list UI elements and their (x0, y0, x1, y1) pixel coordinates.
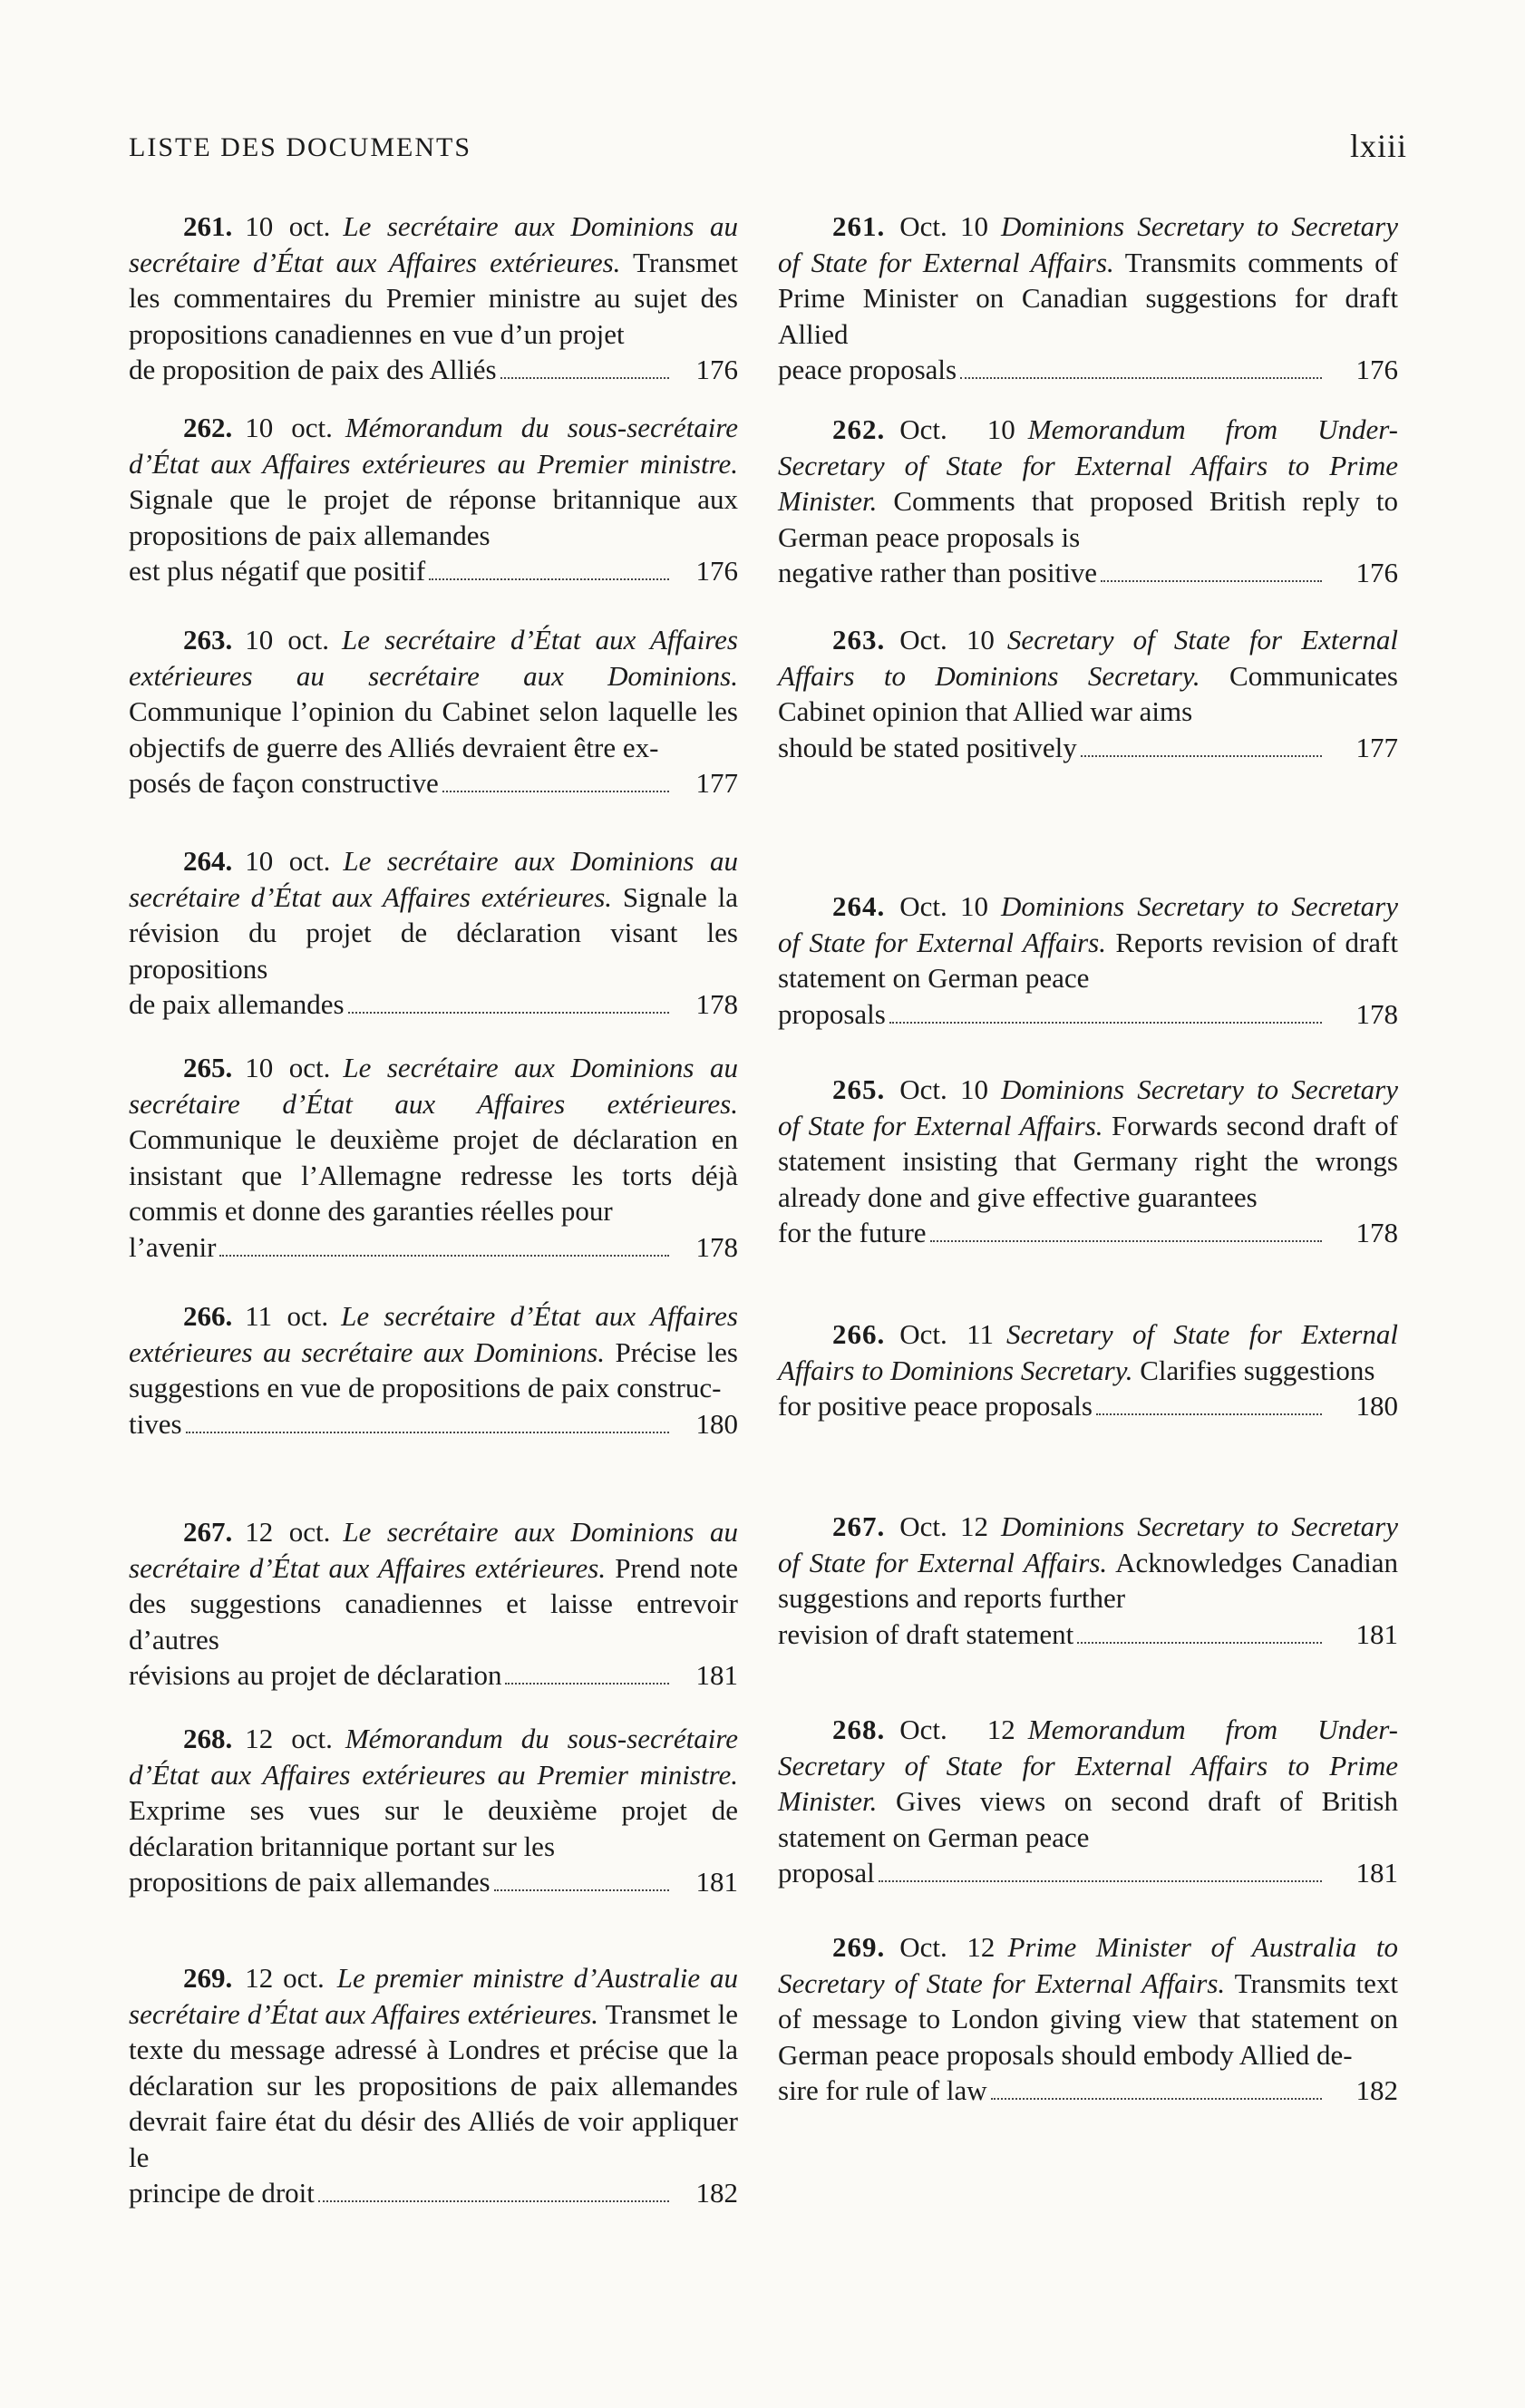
dot-leader (219, 1255, 669, 1257)
page-reference: 181 (1355, 1617, 1398, 1650)
page-reference: 178 (1355, 1217, 1398, 1248)
entry-text (778, 1316, 1398, 1388)
entry-text (778, 209, 1398, 352)
entry-last-line (129, 553, 738, 589)
dot-leader (500, 377, 669, 379)
entry-number: 266. (183, 1300, 233, 1332)
entry-text (778, 622, 1398, 730)
page-reference: 178 (695, 988, 738, 1020)
entry-text (129, 209, 738, 352)
entry-number: 266. (832, 1318, 886, 1350)
page-reference: 176 (1355, 354, 1398, 385)
entry-title: Secretary of State for External Affairs to Dominions Secretary. (778, 1318, 1399, 1386)
entry-last-line (778, 555, 1398, 591)
entry-date: 12 oct. (245, 1962, 325, 1994)
entry-last-line (778, 2073, 1398, 2109)
entry-text (778, 888, 1398, 996)
document-entry (129, 410, 738, 589)
document-entry (129, 1721, 738, 1900)
entry-summary-end: negative rather than positive (778, 557, 1098, 588)
entry-summary: Transmits comments of Prime Minister on Canadian suggestions for draft Allied (778, 246, 1398, 350)
dot-leader (186, 1432, 669, 1433)
entry-date: 10 oct. (245, 210, 331, 242)
entry-date: Oct. 10 (899, 1073, 988, 1105)
entry-title: Mémorandum du sous-secrétaire d’État aux Affaires extérieures au Premier ministre. (129, 1723, 738, 1791)
entry-number: 264. (832, 890, 886, 922)
dot-leader (930, 1240, 1322, 1242)
entry-text (778, 1929, 1398, 2073)
entry-summary-end: for positive peace proposals (778, 1390, 1093, 1422)
document-entry (778, 1712, 1398, 1891)
entry-last-line (129, 1406, 738, 1442)
page-reference: 176 (695, 354, 738, 385)
entry-date: Oct. 12 (899, 1714, 1015, 1745)
dot-leader (1096, 1413, 1322, 1415)
entry-title: Dominions Secretary to Secretary of State for External Affairs. (778, 1510, 1398, 1578)
entry-date: 10 oct. (245, 412, 333, 443)
dot-leader (442, 791, 669, 792)
entry-text (129, 843, 738, 986)
page-reference: 180 (1355, 1390, 1398, 1422)
entry-summary: Signale que le projet de réponse britannique aux propositions de paix allemandes (129, 483, 738, 551)
entry-summary-end: posés de façon constructive (129, 767, 439, 799)
document-entry (778, 412, 1398, 591)
entry-summary: Acknowledges Canadian suggestions and reports further (778, 1546, 1398, 1614)
entry-summary-end: de paix allemandes (129, 988, 345, 1020)
entry-last-line (129, 1657, 738, 1694)
dot-leader (889, 1022, 1322, 1024)
entry-title: Memorandum from Under-Secretary of State for External Affairs to Prime Minister. (778, 413, 1399, 517)
entry-summary: Précise les suggestions en vue de propositions de paix construc- (129, 1335, 738, 1403)
entry-text (129, 1960, 738, 2175)
entry-summary: Signale la révision du projet de déclaration visant les propositions (129, 880, 739, 985)
entry-last-line (778, 1617, 1398, 1653)
entry-last-line (778, 996, 1398, 1033)
entry-title: Le secrétaire d’État aux Affaires extérieures au secrétaire aux Dominions. (129, 624, 738, 692)
page-reference: 180 (695, 1407, 738, 1440)
dot-leader (318, 2200, 669, 2202)
page-reference: 182 (695, 2177, 738, 2209)
entry-summary: Exprime ses vues sur le deuxième projet de déclaration britannique portant sur les (129, 1794, 738, 1862)
page-reference: 177 (1355, 731, 1398, 763)
page-reference: 177 (695, 767, 738, 799)
document-entry (778, 1509, 1398, 1652)
dot-leader (505, 1683, 669, 1685)
entry-number: 265. (183, 1052, 233, 1083)
entry-summary: Communique l’opinion du Cabinet selon laquelle les objectifs de guerre des Alliés devraient être ex- (129, 695, 738, 763)
entry-number: 263. (832, 624, 886, 655)
entry-date: 12 oct. (245, 1723, 333, 1754)
entry-last-line (778, 1855, 1398, 1891)
entry-date: 11 oct. (245, 1300, 329, 1332)
entry-last-line (129, 2175, 738, 2211)
document-entry (129, 1298, 738, 1442)
entry-summary-end: est plus négatif que positif (129, 555, 426, 587)
entry-number: 269. (183, 1962, 233, 1994)
entry-text (778, 1712, 1398, 1855)
entry-date: Oct. 10 (899, 413, 1015, 445)
entry-text (129, 1050, 738, 1229)
entry-summary-end: l’avenir (129, 1230, 217, 1263)
entry-date: Oct. 10 (899, 890, 988, 922)
document-entry (129, 843, 738, 1023)
entry-text (778, 1509, 1398, 1617)
entry-last-line (778, 352, 1398, 388)
dot-leader (1101, 580, 1322, 582)
entry-title: Dominions Secretary to Secretary of State for External Affairs. (778, 890, 1398, 958)
entry-text (129, 1721, 738, 1864)
dot-leader (1081, 755, 1322, 757)
entry-summary-end: for the future (778, 1217, 927, 1248)
entry-summary-end: peace proposals (778, 354, 957, 385)
entry-summary-end: révisions au projet de déclaration (129, 1659, 502, 1691)
entry-date: Oct. 12 (899, 1510, 988, 1542)
document-entry (129, 622, 738, 801)
page-number: lxiii (1349, 128, 1407, 164)
entry-number: 269. (832, 1931, 886, 1963)
entry-number: 268. (832, 1714, 886, 1745)
entry-summary: Prend note des suggestions canadiennes et laisse entrevoir d’autres (129, 1551, 738, 1656)
entry-number: 267. (183, 1516, 233, 1548)
entry-title: Memorandum from Under-Secretary of State for External Affairs to Prime Minister. (778, 1714, 1399, 1817)
entry-summary: Clarifies suggestions (1140, 1354, 1375, 1386)
dot-leader (960, 377, 1322, 379)
document-entry (129, 1960, 738, 2211)
entry-title: Dominions Secretary to Secretary of State for External Affairs. (778, 210, 1398, 278)
document-entry (778, 622, 1398, 765)
entry-summary-end: proposal (778, 1857, 875, 1889)
entry-last-line (129, 352, 738, 388)
entry-last-line (129, 986, 738, 1023)
entry-summary-end: tives (129, 1407, 182, 1440)
document-entry (778, 888, 1398, 1032)
entry-number: 268. (183, 1723, 233, 1754)
running-head: LISTE DES DOCUMENTS (129, 132, 472, 162)
entry-last-line (778, 1215, 1398, 1251)
entry-date: 10 oct. (245, 845, 331, 877)
document-entry (778, 209, 1398, 388)
entry-date: Oct. 10 (899, 624, 995, 655)
page-reference: 178 (695, 1230, 738, 1263)
entry-date: Oct. 10 (899, 210, 988, 242)
entry-last-line (129, 1864, 738, 1900)
entry-title: Le premier ministre d’Australie au secrétaire d’État aux Affaires extérieures. (129, 1962, 738, 2030)
entry-date: 10 oct. (245, 1052, 331, 1083)
entry-summary: Transmet les commentaires du Premier ministre au sujet des propositions canadiennes en vue d’un projet (129, 246, 738, 350)
document-entry (129, 1514, 738, 1694)
entry-title: Le secrétaire aux Dominions au secrétaire d’État aux Affaires extérieures. (129, 1516, 738, 1584)
entry-title: Mémorandum du sous-secrétaire d’État aux Affaires extérieures au Premier ministre. (129, 412, 738, 480)
entry-last-line (129, 1229, 738, 1266)
entry-last-line (129, 765, 738, 801)
entry-summary: Forwards second draft of statement insisting that Germany right the wrongs already done and give effective guarantees (778, 1109, 1398, 1213)
page-reference: 181 (695, 1659, 738, 1691)
entry-summary: Transmet le texte du message adressé à Londres et précise que la déclaration sur les propositions de paix allemandes devrait faire état du désir des Alliés de voir appliquer le (129, 1997, 738, 2173)
page-reference: 176 (695, 555, 738, 587)
entry-title: Le secrétaire aux Dominions au secrétaire d’État aux Affaires extérieures. (129, 210, 738, 278)
entry-summary: Communicates Cabinet opinion that Allied war aims (778, 659, 1399, 727)
dot-leader (879, 1880, 1322, 1882)
dot-leader (991, 2098, 1322, 2100)
document-entry (129, 1050, 738, 1265)
dot-leader (494, 1889, 669, 1891)
page-reference: 181 (695, 1866, 738, 1898)
page-reference: 178 (1355, 997, 1398, 1030)
entry-number: 265. (832, 1073, 886, 1105)
entry-summary: Comments that proposed British reply to German peace proposals is (778, 485, 1399, 553)
entry-number: 262. (183, 412, 233, 443)
entry-date: Oct. 11 (899, 1318, 994, 1350)
entry-date: 10 oct. (245, 624, 329, 655)
entry-number: 263. (183, 624, 233, 655)
entry-summary: Reports revision of draft statement on German peace (778, 926, 1398, 994)
document-entry (129, 209, 738, 388)
entry-text (778, 1072, 1398, 1215)
entry-text (778, 412, 1398, 555)
entry-summary-end: de proposition de paix des Alliés (129, 354, 497, 385)
dot-leader (348, 1012, 669, 1014)
entry-number: 261. (832, 210, 886, 242)
entry-summary-end: proposals (778, 997, 886, 1030)
document-entry (778, 1316, 1398, 1424)
entry-title: Le secrétaire aux Dominions au secrétaire d’État aux Affaires extérieures. (129, 845, 738, 913)
entry-text (129, 1298, 738, 1406)
entry-title: Dominions Secretary to Secretary of State for External Affairs. (778, 1073, 1398, 1141)
entry-summary: Gives views on second draft of British statement on German peace (778, 1785, 1398, 1853)
page-reference: 176 (1355, 557, 1398, 588)
document-entry (778, 1929, 1398, 2109)
entry-text (129, 410, 738, 553)
entry-text (129, 622, 738, 765)
entry-summary: Communique le deuxième projet de déclaration en insistant que l’Allemagne redresse les torts déjà commis et donne des garanties réelles pour (129, 1123, 738, 1227)
entry-summary-end: propositions de paix allemandes (129, 1866, 491, 1898)
entry-title: Prime Minister of Australia to Secretary of State for External Affairs. (778, 1931, 1398, 1999)
entry-date: Oct. 12 (899, 1931, 996, 1963)
document-entry (778, 1072, 1398, 1251)
entry-number: 267. (832, 1510, 886, 1542)
entry-number: 264. (183, 845, 233, 877)
page-reference: 182 (1355, 2074, 1398, 2106)
entry-last-line (778, 1388, 1398, 1424)
entry-title: Secretary of State for External Affairs to Dominions Secretary. (778, 624, 1398, 692)
entry-summary-end: revision of draft statement (778, 1617, 1074, 1650)
page-reference: 181 (1355, 1857, 1398, 1889)
entry-date: 12 oct. (245, 1516, 331, 1548)
entry-last-line (778, 730, 1398, 766)
page-header (0, 0, 1525, 199)
entry-title: Le secrétaire d’État aux Affaires extérieures au secrétaire aux Dominions. (129, 1300, 738, 1368)
dot-leader (429, 578, 669, 580)
entry-summary-end: sire for rule of law (778, 2074, 987, 2106)
entry-number: 262. (832, 413, 886, 445)
entry-title: Le secrétaire aux Dominions au secrétaire d’État aux Affaires extérieures. (129, 1052, 738, 1120)
entry-summary: Transmits text of message to London giving view that statement on German peace proposals should embody Allied de- (778, 1966, 1398, 2071)
dot-leader (1077, 1642, 1322, 1644)
entry-summary-end: principe de droit (129, 2177, 315, 2209)
entry-number: 261. (183, 210, 233, 242)
entry-summary-end: should be stated positively (778, 731, 1077, 763)
entry-text (129, 1514, 738, 1657)
